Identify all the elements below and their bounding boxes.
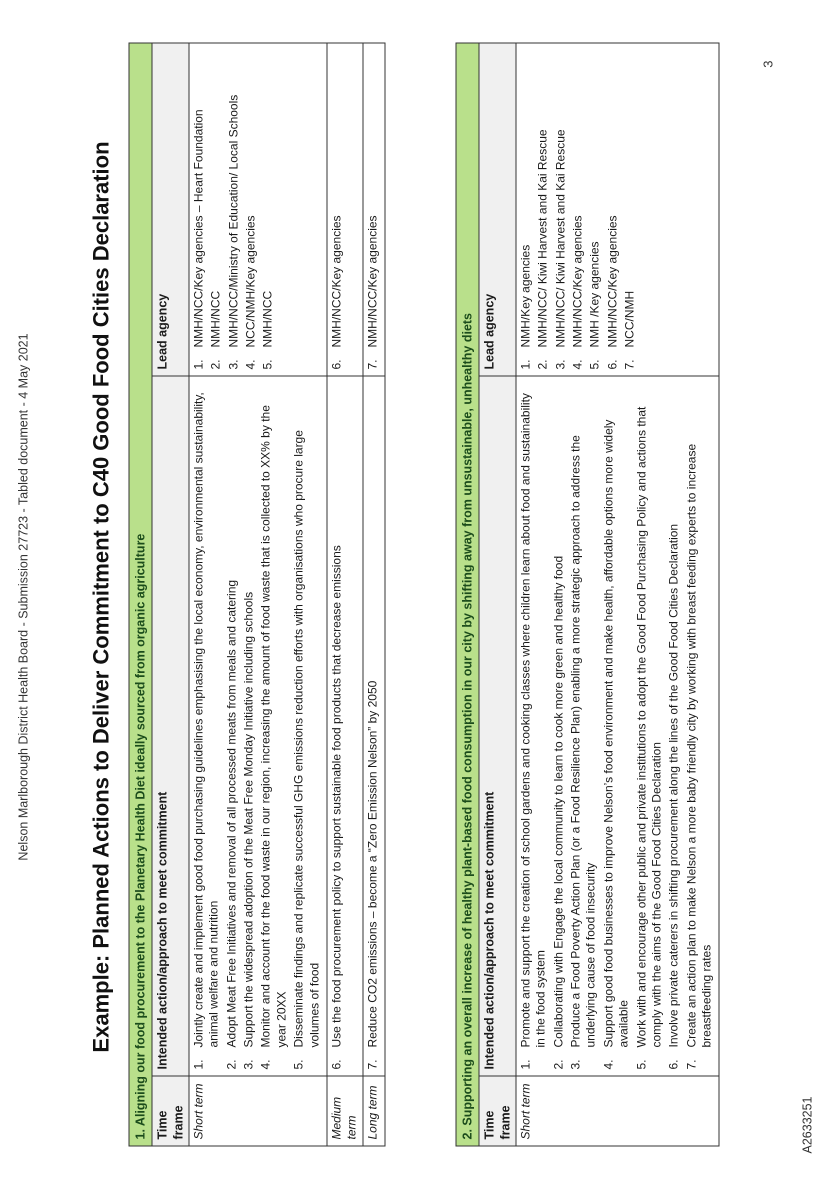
lead-agency-cell	[189, 43, 327, 376]
item-number: 2.	[550, 1058, 565, 1069]
item-text: Create an action plan to make Nelson a more baby friendly city by working with breast feeding experts to increase breastfeeding rates	[683, 443, 713, 1047]
item-number: 4.	[258, 1058, 273, 1069]
section-2-heading: 2. Supporting an overall increase of healthy plant-based food consumption in our city by shifting away from unsustainable, unhealthy diets	[456, 42, 479, 1145]
table-row	[362, 43, 384, 1146]
item-text: NMH/NCC/Ministry of Education/ Local Schools	[225, 94, 240, 347]
section-1-heading: 1. Aligning our food procurement to the Planetary Health Diet ideally sourced from organic agriculture	[129, 43, 152, 1146]
lead-agency-cell	[326, 43, 362, 376]
lead-agency-cell	[516, 42, 719, 375]
page-number: 3	[760, 60, 775, 68]
item-text: Produce a Food Poverty Action Plan (or a Food Resilience Plan) enabling a more strategic approach to address the underlying cause of food insecurity	[568, 434, 598, 1047]
item-text: NMH/NCC/ Kiwi Harvest and Kai Rescue	[535, 128, 550, 347]
item-text: Support good food businesses to improve Nelson’s food environment and make health, affordable options more widely available	[600, 419, 631, 1047]
actions-table-1	[128, 42, 385, 1146]
action-item	[666, 382, 681, 1069]
item-number: 3.	[552, 358, 567, 369]
item-text: NMH/NCC/Key agencies	[364, 214, 379, 347]
action-item	[551, 382, 566, 1069]
item-number: 4.	[243, 358, 258, 369]
item-text: Promote and support the creation of school gardens and cooking classes where children learn about food and sustainability in the food system	[518, 392, 548, 1047]
actions-cell	[326, 376, 362, 1076]
item-number: 3.	[241, 1058, 256, 1069]
item-text: NMH/Key agencies	[518, 244, 532, 347]
lead-item	[553, 49, 568, 369]
item-text: Collaborating with Engage the local community to learn to cook more green and healthy food	[550, 555, 565, 1047]
item-number: 2.	[535, 358, 550, 369]
action-item	[518, 382, 549, 1069]
lead-item	[226, 49, 241, 369]
item-number: 7.	[622, 358, 637, 369]
item-number: 6.	[604, 358, 619, 369]
action-item	[241, 382, 256, 1069]
item-text: NMH/NCC	[208, 290, 223, 347]
action-item	[634, 382, 665, 1069]
lead-item	[329, 49, 344, 369]
item-number: 3.	[225, 358, 240, 369]
item-text: NMH/NCC	[260, 290, 275, 347]
item-number: 5.	[291, 1058, 306, 1069]
lead-item	[535, 49, 550, 369]
lead-agency-cell	[362, 43, 384, 376]
page-title: Example: Planned Actions to Deliver Commitment to C40 Good Food Cities Declaration	[88, 140, 113, 1053]
item-number: 7.	[364, 1058, 379, 1069]
item-number: 5.	[587, 358, 602, 369]
column-header-time-frame: Time frame	[479, 1076, 516, 1146]
item-text: NMH/NCC/Key agencies	[604, 214, 619, 347]
item-number: 6.	[328, 358, 343, 369]
item-text: Monitor and account for the food waste in our region, increasing the amount of food waste that is collected to XX% by the year 20XX	[258, 404, 288, 1047]
item-text: NMH/NCC/Key agencies	[328, 214, 343, 347]
time-frame-cell: Short term	[516, 1076, 719, 1146]
column-header-action: Intended action/approach to meet commitment	[152, 376, 189, 1076]
item-number: 1.	[191, 1058, 205, 1069]
item-number: 4.	[600, 1058, 615, 1069]
column-header-lead-agency: Lead agency	[479, 42, 516, 375]
action-item	[684, 382, 715, 1069]
item-number: 6.	[666, 1058, 681, 1069]
item-text: NCC/NMH/Key agencies	[243, 214, 258, 347]
action-item	[329, 382, 344, 1069]
item-text: NMH/NCC/Key agencies – Heart Foundation	[191, 108, 205, 347]
action-item	[191, 382, 222, 1069]
action-item	[258, 382, 289, 1069]
lead-item	[622, 49, 637, 369]
table-row	[189, 43, 327, 1146]
lead-item	[260, 49, 275, 369]
actions-cell	[362, 376, 384, 1076]
time-frame-cell: Long term	[362, 1076, 384, 1146]
item-number: 3.	[568, 1058, 583, 1069]
item-text: NMH/NCC/ Kiwi Harvest and Kai Rescue	[552, 128, 567, 347]
time-frame-cell: Short term	[189, 1076, 327, 1146]
item-text: Use the food procurement policy to support sustainable food products that decrease emissions	[328, 544, 343, 1047]
lead-item	[243, 49, 258, 369]
time-frame-cell: Medium term	[326, 1076, 362, 1146]
lead-item	[605, 49, 620, 369]
item-text: NCC/NMH	[622, 290, 637, 347]
table-row	[326, 43, 362, 1146]
item-number: 1.	[518, 358, 532, 369]
item-text: Reduce CO2 emissions – become a “Zero Emission Nelson” by 2050	[364, 680, 379, 1047]
actions-cell	[516, 376, 719, 1076]
item-number: 1.	[191, 358, 205, 369]
item-number: 4.	[570, 358, 585, 369]
action-item	[601, 382, 632, 1069]
action-item	[224, 382, 239, 1069]
item-text: Support the widespread adoption of the Meat Free Monday Initiative including schools	[241, 591, 256, 1047]
item-number: 1.	[518, 1058, 532, 1069]
item-text: Work with and encourage other public and private institutions to adopt the Good Food Purchasing Policy and actions that comply with the aims of the Good Food Cities Declaration	[633, 406, 663, 1047]
item-text: Involve private caterers in shifting procurement along the lines of the Good Food Cities Declaration	[666, 523, 681, 1047]
item-number: 5.	[260, 358, 275, 369]
lead-item	[570, 49, 585, 369]
item-number: 2.	[223, 1058, 238, 1069]
item-number: 2.	[208, 358, 223, 369]
actions-cell	[189, 376, 327, 1076]
item-text: NMH /Key agencies	[587, 240, 602, 347]
item-text: Adopt Meat Free Initiatives and removal of all processed meats from meals and catering	[223, 579, 238, 1047]
document-code: A2633251	[800, 1095, 814, 1153]
column-header-time-frame: Time frame	[152, 1076, 189, 1146]
table-row	[516, 42, 719, 1145]
action-item	[291, 382, 322, 1069]
document-header: Nelson Marlborough District Health Board - Submission 27723 - Tabled document - 4 May 2021	[16, 332, 30, 861]
lead-item	[365, 49, 380, 369]
actions-table-2	[455, 42, 719, 1146]
lead-item	[208, 49, 223, 369]
lead-item	[587, 49, 602, 369]
lead-item	[518, 49, 533, 369]
item-number: 5.	[633, 1058, 648, 1069]
item-text: Disseminate findings and replicate successful GHG emissions reduction efforts with organisations who procure large volumes of food	[291, 429, 321, 1047]
action-item	[365, 382, 380, 1069]
action-item	[568, 382, 599, 1069]
item-number: 7.	[364, 358, 379, 369]
item-number: 6.	[328, 1058, 343, 1069]
item-text: NMH/NCC/Key agencies	[570, 214, 585, 347]
item-text: Jointly create and implement good food purchasing guidelines emphasising the local economy, environmental sustainability, animal welfare and nutrition	[191, 391, 221, 1047]
column-header-action: Intended action/approach to meet commitment	[479, 376, 516, 1076]
item-number: 7.	[683, 1058, 698, 1069]
lead-item	[191, 49, 206, 369]
column-header-lead-agency: Lead agency	[152, 43, 189, 376]
